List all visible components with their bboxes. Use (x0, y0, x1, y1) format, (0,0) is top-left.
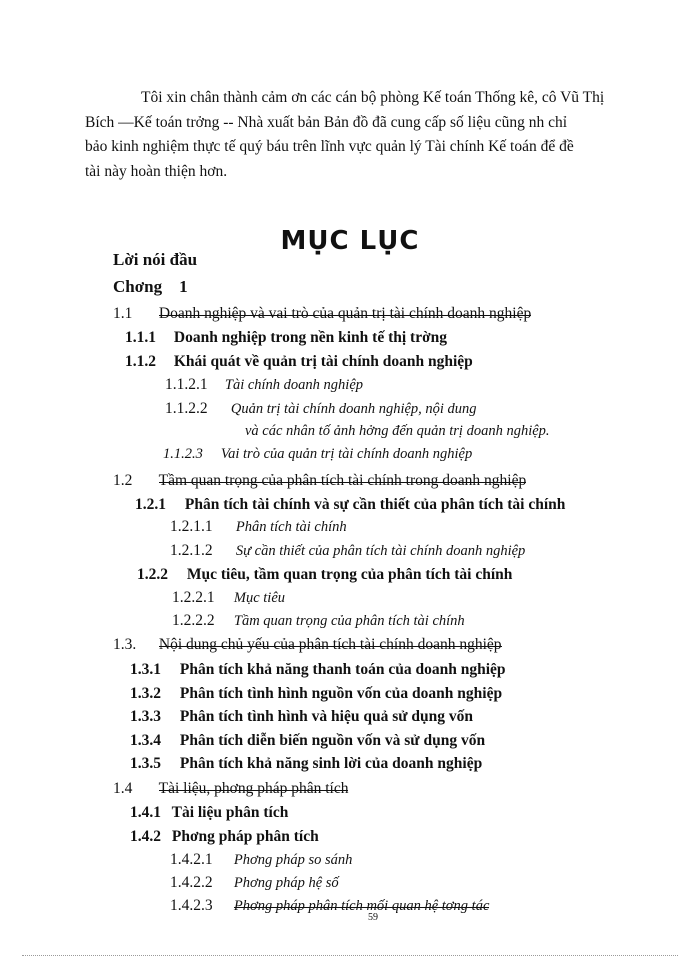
toc-entry-text: Doanh nghiệp và vai trò của quản trị tài chính doanh nghiệp (158, 305, 532, 322)
toc-entry-text: Tầm quan trọng của phân tích tài chính (233, 613, 465, 629)
toc-entry-number: 1.1.2.1 (165, 376, 208, 393)
paragraph-line: Tôi xin chân thành cảm ơn các cán bộ phòng Kế toán Thống kê, cô Vũ Thị (141, 89, 605, 106)
toc-entry (130, 708, 473, 726)
toc-entry (165, 376, 363, 394)
toc-entry-number: 1.1.2.3 (163, 446, 203, 462)
toc-entry-text: Mục tiêu (233, 590, 286, 606)
paragraph-line: tài này hoàn thiện hơn. (85, 162, 228, 180)
toc-entry-number: 1.3.4 (130, 732, 161, 749)
toc-entry-number: 1.2.1 (135, 496, 166, 513)
toc-entry-number: 1.4.2 (130, 828, 161, 845)
toc-entry (130, 804, 288, 822)
toc-entry-number: 1.2 (113, 472, 133, 489)
toc-entry-text: Lời nói đầu (113, 250, 198, 269)
toc-entry (137, 566, 512, 584)
toc-entry-number: 1.4.2.2 (170, 874, 213, 891)
toc-entry-text: Phân tích khả năng thanh toán của doanh nghiệp (179, 661, 506, 678)
toc-entry-number: 1.2.1.2 (170, 542, 213, 559)
toc-entry (170, 851, 352, 869)
toc-entry (172, 589, 285, 607)
toc-entry-text: Mục tiêu, tầm quan trọng của phân tích tài chính (186, 566, 513, 583)
toc-entry-text: 1 (179, 277, 188, 296)
toc-entry-number: 1.4 (113, 780, 133, 797)
toc-entry-number: 1.1 (113, 305, 133, 322)
toc-entry-number: 1.3.2 (130, 685, 161, 702)
toc-entry-text: Tài liệu phân tích (171, 804, 289, 821)
toc-entry-number: Chơng (113, 277, 163, 296)
toc-entry-number: 1.2.2.1 (172, 589, 215, 606)
toc-entry (130, 828, 319, 846)
toc-entry-chapter (113, 277, 188, 297)
toc-entry (113, 780, 348, 798)
paragraph-line: Bích —Kế toán trởng -- Nhà xuất bản Bản đồ đã cung cấp số liệu cũng nh chỉ (85, 113, 568, 131)
toc-entry (113, 636, 502, 654)
toc-entry-foreword (113, 250, 197, 270)
acknowledgement-paragraph (85, 86, 633, 184)
toc-entry (170, 542, 525, 560)
toc-entry (130, 661, 506, 679)
toc-entry (130, 685, 502, 703)
page-bottom-border (22, 955, 678, 956)
toc-title: MỤC LỤC (280, 226, 420, 256)
toc-entry-text: Doanh nghiệp trong nền kinh tế thị trờng (173, 329, 448, 346)
toc-entry-text: Phân tích diễn biến nguồn vốn và sử dụng vốn (179, 732, 486, 749)
toc-entry (170, 874, 339, 892)
toc-entry (125, 329, 447, 347)
toc-entry-text: Phân tích tài chính (235, 519, 347, 535)
toc-entry-text: và các nhân tố ảnh hởng đến quản trị doanh nghiệp. (245, 423, 550, 439)
toc-entry-number: 1.1.2 (125, 353, 156, 370)
page-number: 59 (368, 912, 378, 923)
toc-entry (130, 755, 482, 773)
toc-entry-text: Khái quát về quản trị tài chính doanh nghiệp (173, 353, 473, 370)
toc-entry (113, 305, 531, 323)
toc-entry-text: Phân tích tình hình và hiệu quả sử dụng vốn (179, 708, 474, 725)
toc-entry-text: Sự cần thiết của phân tích tài chính doanh nghiệp (235, 543, 526, 559)
toc-entry-number: 1.4.1 (130, 804, 161, 821)
toc-entry-continuation (245, 422, 550, 440)
toc-entry-number: 1.2.2 (137, 566, 168, 583)
toc-entry-text: Nội dung chủ yếu của phân tích tài chính doanh nghiệp (158, 636, 502, 653)
toc-entry-text: Phơng pháp phân tích mối quan hệ tơng tác (233, 898, 490, 914)
toc-entry (165, 400, 477, 418)
toc-entry (113, 472, 526, 490)
toc-entry-text: Phân tích tình hình nguồn vốn của doanh nghiệp (179, 685, 503, 702)
toc-entry-text: Phơng pháp so sánh (233, 852, 353, 868)
toc-entry-number: 1.3.1 (130, 661, 161, 678)
toc-entry-number: 1.1.2.2 (165, 400, 208, 417)
toc-entry (130, 732, 485, 750)
toc-entry-text: Quản trị tài chính doanh nghiệp, nội dung (230, 401, 477, 417)
toc-entry-number: 1.2.1.1 (170, 518, 213, 535)
toc-entry-text: Tài chính doanh nghiệp (224, 377, 364, 393)
toc-entry (135, 496, 565, 514)
toc-entry-number: 1.1.1 (125, 329, 156, 346)
toc-entry-number: 1.3. (113, 636, 137, 653)
toc-entry-text: Tầm quan trọng của phân tích tài chính trong doanh nghiệp (158, 472, 527, 489)
toc-entry-number: 1.4.2.3 (170, 897, 213, 914)
toc-entry-text: Phơng pháp hệ số (233, 875, 339, 891)
toc-entry-number: 1.2.2.2 (172, 612, 215, 629)
toc-entry-text: Tài liệu, phơng pháp phân tích (158, 780, 349, 797)
toc-entry (172, 612, 465, 630)
toc-entry-text: Phơng pháp phân tích (171, 828, 319, 845)
paragraph-line: bảo kinh nghiệm thực tế quý báu trên lĩnh vực quản lý Tài chính Kế toán để đề (85, 138, 574, 156)
toc-entry-text: Phân tích tài chính và sự cần thiết của phân tích tài chính (184, 496, 566, 513)
toc-entry-number: 1.3.5 (130, 755, 161, 772)
toc-entry (125, 353, 473, 371)
toc-entry (170, 518, 347, 536)
toc-entry-text: Phân tích khả năng sinh lời của doanh nghiệp (179, 755, 483, 772)
toc-entry-number: 1.4.2.1 (170, 851, 213, 868)
toc-entry-text: Vai trò của quản trị tài chính doanh nghiệp (220, 446, 473, 462)
toc-entry-number: 1.3.3 (130, 708, 161, 725)
toc-entry (163, 445, 472, 463)
